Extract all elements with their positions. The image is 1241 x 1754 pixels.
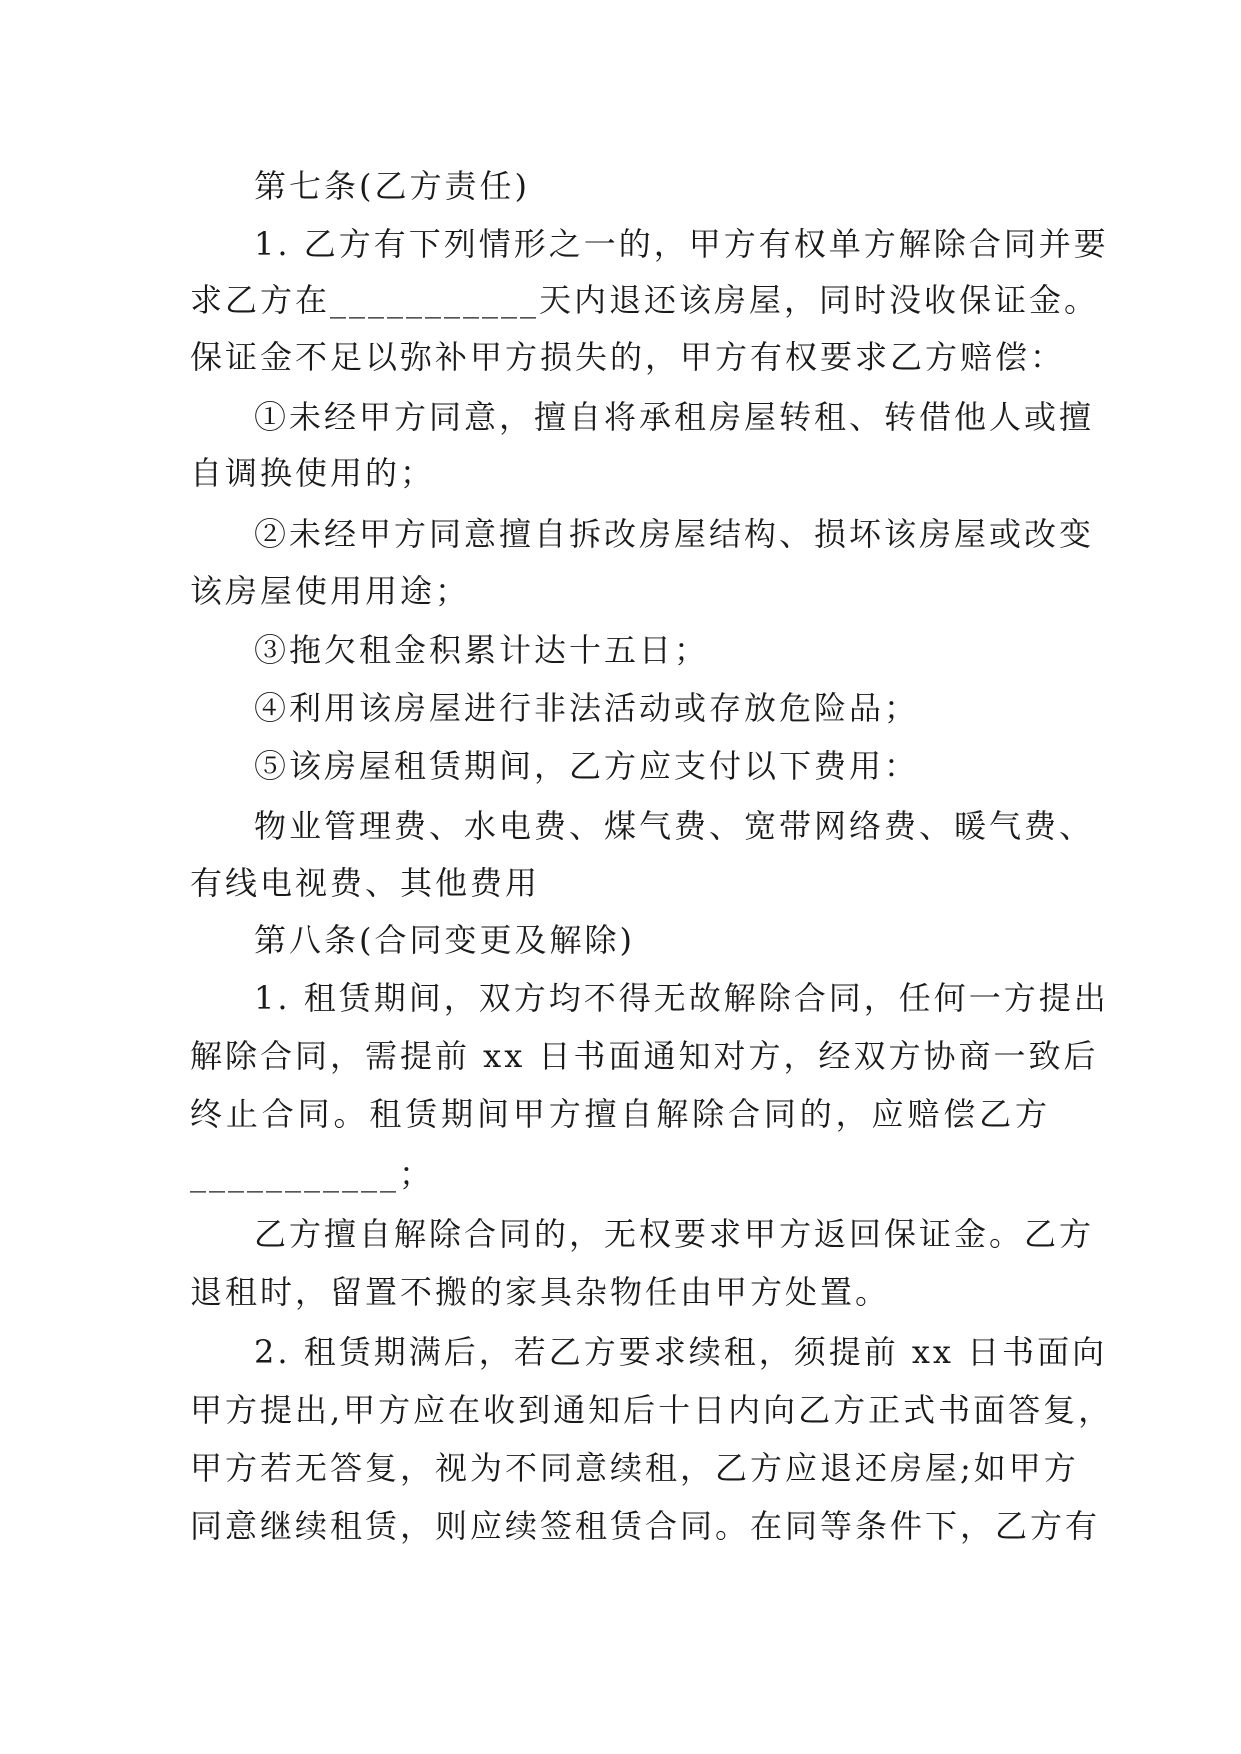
list-item: ③拖欠租金积累计达十五日； (254, 631, 710, 669)
list-item: ②未经甲方同意擅自拆改房屋结构、损坏该房屋或改变 (254, 515, 1095, 553)
list-item: ⑤该房屋租赁期间，乙方应支付以下费用： (254, 747, 920, 785)
article-7-heading: 第七条(乙方责任) (254, 167, 530, 205)
text-line: 退租时，留置不搬的家具杂物任由甲方处置。 (190, 1273, 891, 1311)
text-line: 甲方提出,甲方应在收到通知后十日内向乙方正式书面答复， (190, 1391, 1114, 1429)
text-line: 该房屋使用用途； (190, 572, 471, 610)
list-item: ①未经甲方同意，擅自将承租房屋转租、转借他人或擅 (254, 398, 1095, 436)
text-line: 2. 租赁期满后，若乙方要求续租，须提前 xx 日书面向 (254, 1333, 1108, 1371)
text-line: 自调换使用的； (190, 454, 436, 492)
text-line: 1. 乙方有下列情形之一的，甲方有权单方解除合同并要 (254, 225, 1109, 263)
text-line: 求乙方在___________天内退还该房屋，同时没收保证金。 (190, 281, 1100, 319)
text-line: 终止合同。租赁期间甲方擅自解除合同的，应赔偿乙方 (190, 1095, 1050, 1133)
text-line: 甲方若无答复，视为不同意续租，乙方应退还房屋;如甲方 (190, 1449, 1079, 1487)
text-line: 有线电视费、其他费用 (190, 864, 541, 902)
text-line: 保证金不足以弥补甲方损失的，甲方有权要求乙方赔偿： (190, 338, 1066, 376)
text-line: ___________； (190, 1155, 435, 1193)
text-line: 物业管理费、水电费、煤气费、宽带网络费、暖气费、 (254, 807, 1095, 845)
text-line: 同意继续租赁，则应续签租赁合同。在同等条件下，乙方有 (190, 1507, 1101, 1545)
article-8-heading: 第八条(合同变更及解除) (254, 921, 635, 959)
text-line: 1. 租赁期间，双方均不得无故解除合同，任何一方提出 (254, 979, 1109, 1017)
list-item: ④利用该房屋进行非法活动或存放危险品； (254, 689, 920, 727)
text-line: 乙方擅自解除合同的，无权要求甲方返回保证金。乙方 (254, 1215, 1095, 1253)
text-line: 解除合同，需提前 xx 日书面通知对方，经双方协商一致后 (190, 1037, 1099, 1075)
